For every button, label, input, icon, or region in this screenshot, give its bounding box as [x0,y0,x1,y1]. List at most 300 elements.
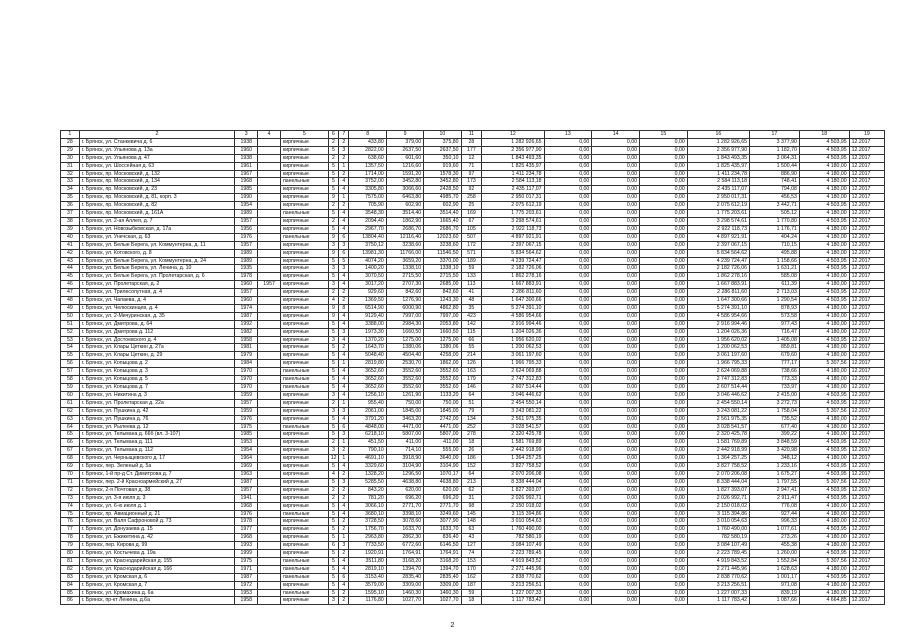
column-number-cell: 19 [849,131,884,139]
table-cell: г. Брянск, ул. Краснодарийская д. 166 [79,565,235,573]
table-cell: 3 [339,328,349,336]
table-cell: 2 713,03 [750,289,800,297]
table-cell: 839,19 [750,589,800,597]
table-cell: г. Брянск, 1-й пр-д Ст. Димитрова д. 7 [79,470,235,478]
table-cell: 0,00 [544,550,592,558]
table-row [61,589,885,597]
table-cell: 2094,40 [349,217,386,225]
table-cell: 12.2017 [849,597,884,605]
table-cell: кирпичные [280,407,328,415]
table-cell: 64 [461,470,482,478]
table-cell: 1 827 393,07 [482,486,544,494]
table-cell: 30 [61,154,80,162]
table-cell: 43 [61,257,80,265]
table-cell: 2715,50 [424,273,461,281]
table-cell: кирпичные [280,502,328,510]
table-cell: 859,81 [750,344,800,352]
table-cell: 1756,70 [349,526,386,534]
table-cell: г. Брянск, ул. 2-ая Аллея, д. 7 [79,217,235,225]
table-cell [258,194,281,202]
table-cell: 710,15 [750,241,800,249]
table-cell: 74 [61,502,80,510]
table-cell: 0,00 [640,233,688,241]
table-cell: г. Брянск, ул. Челюскинцев, д. 4 [79,304,235,312]
table-cell: 12.2017 [849,407,884,415]
table-cell: 2 947,41 [750,486,800,494]
table-cell: 0,00 [544,178,592,186]
table-cell: кирпичные [280,186,328,194]
table-cell: 1954 [235,202,258,210]
table-cell: 1959 [235,407,258,415]
table-cell: 0,00 [592,194,640,202]
table-cell: 1961 [235,162,258,170]
table-cell: 5 [328,550,338,558]
table-cell: 0,00 [640,265,688,273]
table-cell: 2 [328,494,338,502]
table-cell: 5 [328,431,338,439]
table-cell: кирпичные [280,162,328,170]
table-cell: 73 [61,494,80,502]
table-cell: 1957 [258,281,281,289]
table-cell: 258 [461,194,482,202]
table-row [61,138,885,146]
table-cell: 2 454 550,14 [687,399,749,407]
table-cell: 4 [339,581,349,589]
table-cell: г. Брянск, ул. Валя Сафроновой д. 73 [79,518,235,526]
table-cell: 0,00 [544,557,592,565]
table-cell: 3 [328,281,338,289]
table-cell: 0,00 [544,162,592,170]
table-cell: кирпичные [280,526,328,534]
table-cell: г. Брянск, пр. Московский, д. 161А [79,210,235,218]
table-cell: г. Брянск, ул. Кромская д. 6 [79,573,235,581]
table-cell: 12.2017 [849,281,884,289]
table-cell: 0,00 [640,565,688,573]
table-cell: 3 848,59 [750,439,800,447]
table-cell [258,542,281,550]
table-cell: 1982 [235,328,258,336]
table-cell [258,328,281,336]
table-cell: 4 [339,463,349,471]
table-cell [258,399,281,407]
table-cell: 67 [461,217,482,225]
table-cell: 2 607 514,44 [687,384,749,392]
table-cell: 86 [61,597,80,605]
table-cell: панельные [280,565,328,573]
table-cell: 1 158,66 [750,257,800,265]
table-cell: 1 966 795,33 [687,360,749,368]
table-cell: 0,00 [592,399,640,407]
table-cell: 4 [328,297,338,305]
table-cell: 2 442 918,99 [482,447,544,455]
table-cell: 0,00 [544,597,592,605]
table-cell: г. Брянск, пр. Авиационный д. 21 [79,510,235,518]
table-cell: 696,20 [424,494,461,502]
table-cell: 5 [328,320,338,328]
table-cell: 1935 [235,265,258,273]
table-cell: 133 [461,273,482,281]
table-cell [258,257,281,265]
table-cell: г. Брянск, ул. Достоевского д. 4 [79,336,235,344]
table-row [61,289,885,297]
table-cell: 0,00 [640,589,688,597]
table-cell: 12.2017 [849,202,884,210]
table-cell: 4 180,00 [799,170,849,178]
table-row [61,486,885,494]
table-cell: 55 [61,352,80,360]
table-cell: 1 775 203,61 [687,210,749,218]
table-cell: 0,00 [544,423,592,431]
table-cell: 170 [461,565,482,573]
table-cell: 0,00 [640,186,688,194]
table-cell: 12.2017 [849,138,884,146]
table-cell: 5 [328,463,338,471]
table-cell: 4 [339,502,349,510]
table-cell: 0,00 [544,265,592,273]
table-cell: 1958 [235,336,258,344]
table-cell: 1 001,17 [750,573,800,581]
table-cell [258,407,281,415]
table-cell [258,534,281,542]
table-cell: 0,00 [544,273,592,281]
table-cell: 4 [339,225,349,233]
table-cell: 0,00 [544,154,592,162]
table-cell: панельные [280,376,328,384]
table-cell: 1 758,04 [750,407,800,415]
table-cell: 0,00 [640,391,688,399]
table-cell: 2715,50 [386,273,423,281]
table-cell: 2 838 770,62 [687,573,749,581]
table-cell: 379,00 [386,138,423,146]
table-cell [258,312,281,320]
table-cell: 4 503,95 [799,486,849,494]
table-cell: 4 503,95 [799,289,849,297]
table-cell: 4 503,95 [799,138,849,146]
table-cell: 3 [328,407,338,415]
table-cell: 0,00 [640,257,688,265]
table-cell: 0,00 [592,423,640,431]
table-cell: 5807,00 [386,431,423,439]
table-row [61,550,885,558]
table-cell: 2835,40 [386,573,423,581]
table-cell: 2 397 067,15 [687,241,749,249]
table-cell: 738,66 [750,368,800,376]
table-cell: 58 [61,376,80,384]
table-cell: 5 307,56 [799,478,849,486]
table-cell: 4 586 954,66 [687,312,749,320]
table-cell: 12.2017 [849,478,884,486]
table-cell: г. Брянск, ул. Клары Цеткин д. 27а [79,344,235,352]
table-cell: 4 503,95 [799,447,849,455]
table-cell: 1 087,66 [750,597,800,605]
table-cell: 0,00 [592,415,640,423]
table-cell: 7575,00 [349,194,386,202]
table-cell: 5 [328,573,338,581]
table-cell: панельные [280,510,328,518]
table-cell: 67 [61,447,80,455]
table-cell: 1380,06 [386,344,423,352]
table-cell: кирпичные [280,170,328,178]
table-cell: 1964 [235,455,258,463]
table-cell: г. Брянск, ул. 6-ю июля д. 1 [79,502,235,510]
table-cell [258,273,281,281]
table-cell: 59 [461,589,482,597]
table-cell: 0,00 [544,320,592,328]
table-cell: 1957 [235,217,258,225]
table-cell: 0,00 [640,447,688,455]
table-cell: 35 [61,194,80,202]
table-cell: 1957 [235,289,258,297]
table-cell: 2 911,47 [750,494,800,502]
table-cell: 3 213 256,51 [482,581,544,589]
table-cell: 1973,30 [349,328,386,336]
table-cell: 0,00 [592,502,640,510]
table-cell: 0,00 [592,550,640,558]
table-cell: 12.2017 [849,257,884,265]
table-cell: 4 503,95 [799,202,849,210]
table-cell: 1369,50 [349,297,386,305]
table-cell: 1969 [235,463,258,471]
table-cell [258,360,281,368]
table-row [61,518,885,526]
table-cell: г. Брянск, ул. Тельмана д. 112 [79,447,235,455]
table-cell: г. Брянск, пер. Кирова д. 99 [79,542,235,550]
table-cell: 12.2017 [849,470,884,478]
table-cell: 0,00 [640,550,688,558]
table-cell: 1764,91 [424,550,461,558]
table-cell: 72 [61,486,80,494]
table-cell: 0,00 [592,557,640,565]
table-cell: 1 176,71 [750,225,800,233]
table-cell: 1 [339,399,349,407]
table-cell: 12.2017 [849,297,884,305]
table-cell: 179 [461,376,482,384]
table-cell: 12.2017 [849,249,884,257]
table-cell: 2742,00 [424,415,461,423]
table-row [61,178,885,186]
table-cell: 836,40 [424,534,461,542]
table-cell: 4862,80 [424,304,461,312]
table-cell: 31 [61,162,80,170]
table-cell: 4 180,00 [799,210,849,218]
table-cell: 0,00 [640,146,688,154]
table-cell: 5 [328,376,338,384]
table-cell [258,146,281,154]
table-cell: 3 028 541,57 [687,423,749,431]
table-cell: 0,00 [640,154,688,162]
table-cell: 0,00 [544,186,592,194]
table-cell: 12.2017 [849,194,884,202]
table-cell: г. Брянск, пер. Зеленый д. 5а [79,463,235,471]
table-cell: 42 [61,249,80,257]
table-cell: 0,00 [592,225,640,233]
table-cell: кирпичные [280,336,328,344]
table-cell: 3552,60 [386,368,423,376]
table-cell: 3 [339,265,349,273]
table-cell: 12.2017 [849,391,884,399]
table-cell: 735,52 [750,415,800,423]
table-cell: 0,00 [640,439,688,447]
table-row [61,281,885,289]
table-cell: 6 [339,573,349,581]
table-cell: 6000,90 [386,304,423,312]
table-cell: 2835,40 [424,573,461,581]
table-cell: 0,00 [544,360,592,368]
table-cell: кирпичные [280,297,328,305]
table-cell: 0,00 [544,573,592,581]
table-cell: 2 [328,217,338,225]
table-cell: г. Брянск, пр. Московский, д. 23 [79,186,235,194]
table-cell: 3 [328,265,338,273]
table-cell: 0,00 [640,225,688,233]
table-cell: 602,90 [386,202,423,210]
table-cell: 0,00 [640,210,688,218]
table-cell [258,138,281,146]
table-row [61,257,885,265]
table-cell: 0,00 [544,565,592,573]
table-cell: 4638,80 [386,478,423,486]
table-cell: 59 [461,265,482,273]
table-cell: 0,00 [544,344,592,352]
table-row [61,352,885,360]
table-cell: 0,00 [592,439,640,447]
table-row [61,202,885,210]
table-cell: 68 [61,455,80,463]
table-cell: 1 500,44 [750,162,800,170]
table-cell: 1591,20 [386,170,423,178]
table-cell: 28 [61,138,80,146]
table-cell: кирпичные [280,597,328,605]
table-cell: 1970 [235,376,258,384]
table-cell: 0,00 [592,376,640,384]
table-cell: 4 664,85 [799,597,849,605]
table-row [61,447,885,455]
table-cell: кирпичные [280,241,328,249]
table-cell: 0,00 [640,344,688,352]
table-cell: 3652,60 [349,368,386,376]
table-cell: 0,00 [640,170,688,178]
table-cell: 0,00 [544,518,592,526]
table-cell: 162 [461,573,482,581]
table-cell: 6772,60 [386,542,423,550]
table-cell: 2 [339,526,349,534]
table-cell: 12.2017 [849,368,884,376]
table-cell: 0,00 [544,478,592,486]
table-cell: 4 180,00 [799,581,849,589]
table-cell: 602,90 [424,202,461,210]
table-cell: 4 180,00 [799,178,849,186]
table-cell: кирпичные [280,320,328,328]
table-cell: 37 [61,210,80,218]
table-cell: 4 503,95 [799,439,849,447]
table-cell: 2 070 206,08 [482,470,544,478]
table-cell: 2530,70 [386,360,423,368]
table-cell: г. Брянск, ул. Пушкина д. 76 [79,415,235,423]
table-cell: 63 [461,526,482,534]
table-cell: кирпичные [280,138,328,146]
table-cell: 0,00 [544,257,592,265]
table-cell: 1 227 007,33 [687,589,749,597]
table-cell: 3 [339,146,349,154]
table-cell: 3 028 541,57 [482,423,544,431]
table-cell: 41 [61,241,80,249]
column-number-cell: 16 [687,131,749,139]
table-cell: 0,00 [592,478,640,486]
table-cell: 1938 [235,154,258,162]
table-cell: 50 [61,312,80,320]
table-cell: 0,00 [592,344,640,352]
table-cell: 5 [328,225,338,233]
table-cell: 3514,40 [424,210,461,218]
table-cell: 2 356 977,90 [482,146,544,154]
table-cell: 3463,20 [386,415,423,423]
table-cell: 1 631,21 [750,265,800,273]
column-number-cell: 8 [349,131,386,139]
table-row [61,186,885,194]
page-number: 2 [450,622,455,629]
table-cell: 13981,30 [349,249,386,257]
table-cell: 790,10 [349,447,386,455]
table-cell: 172 [461,241,482,249]
table-row [61,597,885,605]
table-cell: 350,10 [424,154,461,162]
table-cell: 2 607 514,44 [482,384,544,392]
table-cell: 3 272,73 [750,399,800,407]
table-cell: 886,90 [750,170,800,178]
table-cell: 1976 [235,415,258,423]
table-cell: 0,00 [544,384,592,392]
table-row [61,162,885,170]
table-cell [258,431,281,439]
table-cell: 3452,80 [386,178,423,186]
table-cell: 12.2017 [849,518,884,526]
table-cell: 1256,10 [349,391,386,399]
table-cell: 4 180,00 [799,431,849,439]
table-cell: 12.2017 [849,328,884,336]
table-cell: 411,00 [424,439,461,447]
column-number-cell: 11 [461,131,482,139]
table-cell: 4 180,00 [799,312,849,320]
table-cell: 4 180,00 [799,589,849,597]
table-cell: 0,00 [640,249,688,257]
table-cell: 3 010 054,63 [687,518,749,526]
table-cell: 1 862 278,16 [687,273,749,281]
table-cell: 3 298 574,61 [482,217,544,225]
table-cell: 3452,80 [424,178,461,186]
table-cell: 66 [461,336,482,344]
table-cell: 955,40 [349,399,386,407]
table-cell: 1 411 234,78 [482,170,544,178]
table-cell: 71 [461,162,482,170]
table-cell: 3 046 446,62 [687,391,749,399]
table-cell: 12.2017 [849,210,884,218]
table-cell: 1989 [235,210,258,218]
table-cell: 2 561 975,35 [482,415,544,423]
table-cell: г. Брянск, ул. Донузаева д. 15 [79,526,235,534]
table-cell: 3548,30 [349,210,386,218]
table-cell: г. Брянск, ул. Белые Берега, ул. Коммунтерна, д. 11 [79,241,235,249]
table-cell: 4 239 724,47 [482,257,544,265]
table-cell: 1956 [235,225,258,233]
table-cell: 3309,00 [386,581,423,589]
table-cell: 2 415,00 [750,391,800,399]
table-cell: 0,00 [592,510,640,518]
table-cell: 146 [461,384,482,392]
table-cell: 4 503,95 [799,573,849,581]
table-cell: 3728,50 [349,518,386,526]
table-cell: 1595,10 [349,589,386,597]
registry-body [61,131,885,605]
